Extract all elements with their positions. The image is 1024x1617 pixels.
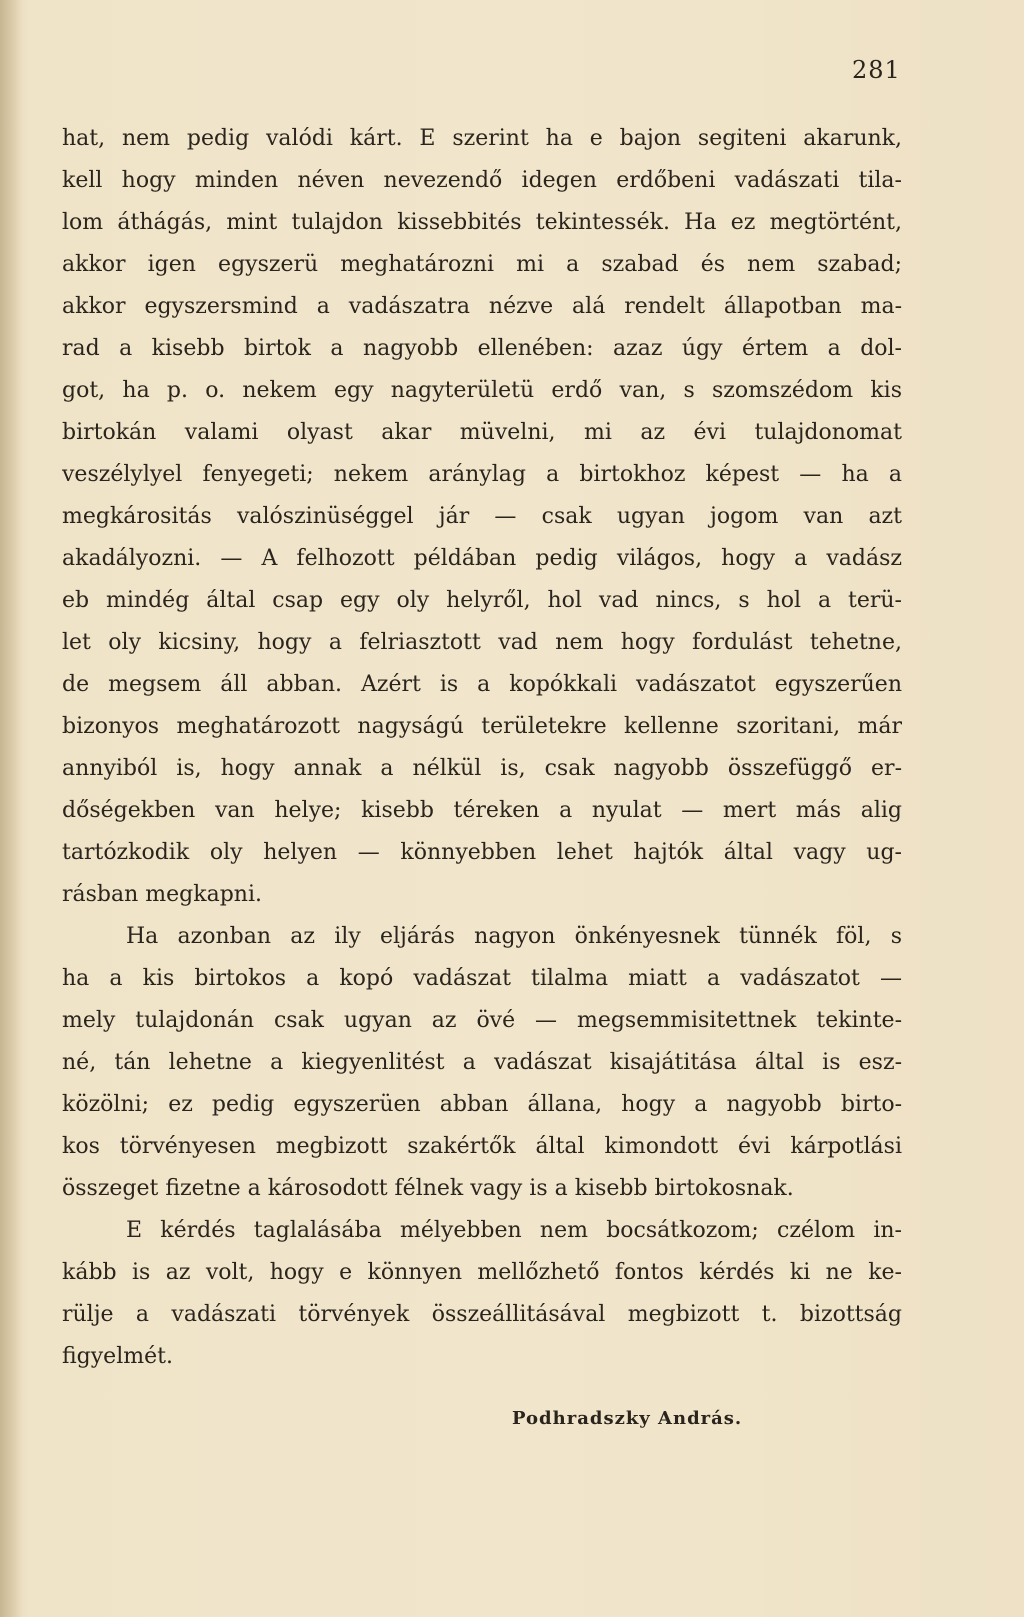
text-line: rásban megkapni.: [62, 882, 262, 907]
binding-shadow: [0, 0, 22, 1617]
text-line: Ha azonban az ily eljárás nagyon önkényesnek tünnék föl, s: [126, 924, 902, 949]
text-line: rülje a vadászati törvények összeállitásával megbizott t. bizottság: [62, 1302, 902, 1327]
text-line: megkárositás valószinüséggel jár — csak ugyan jogom van azt: [62, 504, 902, 529]
text-line: akadályozni. — A felhozott példában pedig világos, hogy a vadász: [62, 546, 902, 571]
text-line: de megsem áll abban. Azért is a kopókkali vadászatot egyszerűen: [62, 672, 902, 697]
text-line: let oly kicsiny, hogy a felriasztott vad nem hogy fordulást tehetne,: [62, 630, 902, 655]
text-line: lom áthágás, mint tulajdon kissebbités tekintessék. Ha ez megtörtént,: [62, 210, 902, 235]
text-line: got, ha p. o. nekem egy nagyterületü erdő van, s szomszédom kis: [62, 378, 902, 403]
text-line: kább is az volt, hogy e könnyen mellőzhető fontos kérdés ki ne ke-: [62, 1260, 902, 1285]
text-line: tartózkodik oly helyen — könnyebben lehet hajtók által vagy ug-: [62, 840, 902, 865]
text-line: közölni; ez pedig egyszerüen abban állana, hogy a nagyobb birto-: [62, 1092, 902, 1117]
text-line: eb mindég által csap egy oly helyről, hol vad nincs, s hol a terü-: [62, 588, 902, 613]
text-line: rad a kisebb birtok a nagyobb ellenében: azaz úgy értem a dol-: [62, 336, 902, 361]
text-line: kos törvényesen megbizott szakértők által kimondott évi kárpotlási: [62, 1134, 902, 1159]
text-line: akkor igen egyszerü meghatározni mi a szabad és nem szabad;: [62, 252, 902, 277]
text-line: dőségekben van helye; kisebb téreken a nyulat — mert más alig: [62, 798, 902, 823]
text-line: birtokán valami olyast akar müvelni, mi az évi tulajdonomat: [62, 420, 902, 445]
text-line: né, tán lehetne a kiegyenlitést a vadászat kisajátitása által is esz-: [62, 1050, 902, 1075]
text-line: ha a kis birtokos a kopó vadászat tilalma miatt a vadászatot —: [62, 966, 902, 991]
text-line: akkor egyszersmind a vadászatra nézve alá rendelt állapotban ma-: [62, 294, 902, 319]
text-line: veszélylyel fenyegeti; nekem aránylag a birtokhoz képest — ha a: [62, 462, 902, 487]
text-line: annyiból is, hogy annak a nélkül is, csak nagyobb összefüggő er-: [62, 756, 902, 781]
text-line: mely tulajdonán csak ugyan az övé — megsemmisitettnek tekinte-: [62, 1008, 902, 1033]
text-line: hat, nem pedig valódi kárt. E szerint ha e bajon segiteni akarunk,: [62, 126, 902, 151]
page-number: 281: [852, 56, 901, 84]
text-line: kell hogy minden néven nevezendő idegen erdőbeni vadászati tila-: [62, 168, 902, 193]
text-line: összeget fizetne a károsodott félnek vagy is a kisebb birtokosnak.: [62, 1176, 794, 1201]
body-text: [62, 118, 902, 1440]
text-line: figyelmét.: [62, 1344, 173, 1369]
text-line: bizonyos meghatározott nagyságú területekre kellenne szoritani, már: [62, 714, 902, 739]
text-line: E kérdés taglalásába mélyebben nem bocsátkozom; czélom in-: [126, 1218, 902, 1243]
author-signature: Podhradszky András.: [512, 1408, 743, 1429]
spacer: [62, 1378, 902, 1398]
